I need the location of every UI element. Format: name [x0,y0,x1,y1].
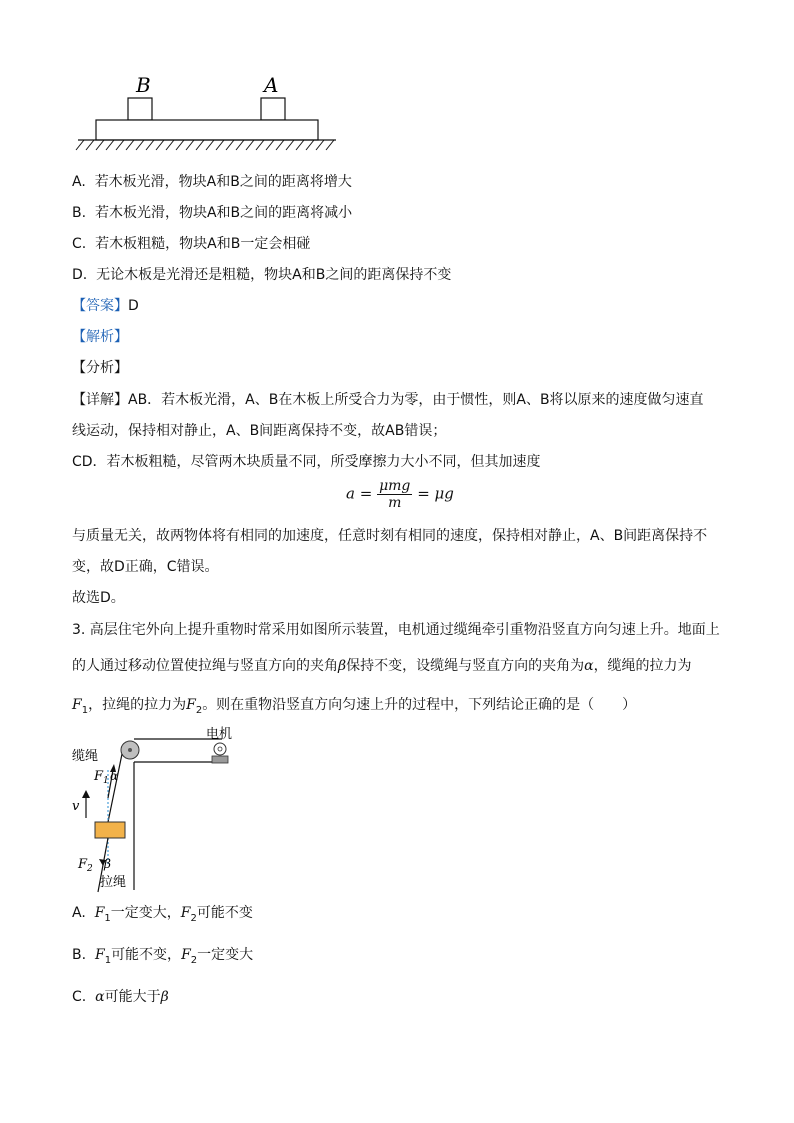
load-box [95,822,125,838]
q3-text: 。则在重物沿竖直方向匀速上升的过程中，下列结论正确的是（ ） [202,697,637,713]
q3-text: ，拉绳的拉力为 [88,697,187,713]
rope-label: 拉绳 [100,875,127,890]
alpha-symbol: α [95,989,105,1005]
f1-symbol: F [94,905,105,921]
formula-fraction [377,478,412,511]
f1-label: $F_1$ [94,769,109,786]
option-text: 若木板光滑，物块A和B之间的距离将减小 [94,205,353,221]
option-text: 一定变大， [110,905,181,921]
beta-symbol: β [338,658,347,674]
f1-symbol: F [72,697,82,713]
v-arrowhead [82,790,90,798]
option-text: 可能大于 [104,989,161,1005]
pulley-hub [128,748,132,752]
beta-symbol: β [160,989,169,1005]
figure-pulley-lift [72,726,242,894]
option-letter: A. [72,174,86,190]
jiexi-tag: 【解析】 [72,329,128,345]
option-text: 无论木板是光滑还是粗糙，物块A和B之间的距离保持不变 [96,267,452,283]
block-a [261,98,285,120]
detail-conclusion: 故选D。 [72,590,125,606]
option-text: 若木板粗糙，物块A和B一定会相碰 [95,236,311,252]
motor-hub [218,747,222,751]
board [96,120,318,140]
formula-rhs: = μg [417,484,454,503]
option-a [72,172,352,192]
detail-line-2: 线运动，保持相对静止，A、B间距离保持不变，故AB错误； [72,423,447,439]
f1-subscript: 1 [81,704,89,716]
f2-symbol: F [181,947,191,963]
option-letter: B. [72,205,87,221]
answer-value: D [128,298,139,314]
ground-hatching [76,140,334,150]
option-text: 一定变大 [197,947,254,963]
option-text: 若木板光滑，物块A和B之间的距离将增大 [94,174,352,190]
option-letter: D. [72,267,88,283]
option-b [72,203,352,223]
detail-line-5: 变，故D正确，C错误。 [72,559,219,575]
motor-base [212,756,228,763]
acceleration-formula [346,478,454,511]
cable-label: 缆绳 [72,749,99,764]
label-a: A [264,73,279,97]
motor-label: 电机 [206,727,233,742]
formula-numerator: μmg [379,478,411,494]
option-letter: C. [72,989,87,1005]
alpha-symbol: α [584,658,594,674]
option-letter: C. [72,236,87,252]
q3-option-b [72,945,253,971]
option-letter: A. [72,905,86,921]
detail-line-1 [72,390,704,410]
q3-text: 保持不变，设缆绳与竖直方向的夹角为 [346,658,585,674]
beta-label: β [104,857,111,871]
option-d [72,265,451,285]
q3-option-c [72,987,169,1007]
formula-denominator: m [388,495,402,511]
detail-tag: 【详解】 [72,392,128,408]
option-text: 可能不变 [196,905,253,921]
answer-line [72,296,139,316]
f2-subscript: 2 [195,704,203,716]
block-b [128,98,152,120]
figure-blocks-on-board [70,68,340,158]
detail-line-4: 与质量无关，故两物体将有相同的加速度，任意时刻有相同的速度，保持相对静止，A、B间距离保持不 [72,528,708,544]
f1-symbol: F [94,947,105,963]
q3-line-1: 3. 高层住宅外向上提升重物时常采用如图所示装置，电机通过缆绳牵引重物沿竖直方向匀速上升。地面上 [72,622,720,638]
f1-subscript: 1 [104,912,111,924]
f1-subscript: 1 [104,954,112,966]
label-b: B [136,73,151,97]
alpha-label: α [110,769,119,783]
option-c [72,234,310,254]
q3-option-a [72,903,253,929]
option-text: 可能不变， [111,947,182,963]
fenxi-tag: 【分析】 [72,360,128,376]
v-label: v [72,799,80,814]
q3-text: ，缆绳的拉力为 [593,658,692,674]
q3-text: 的人通过移动位置使拉绳与竖直方向的夹角 [72,658,338,674]
answer-tag: 【答案】 [72,298,128,314]
option-letter: B. [72,947,87,963]
detail-line-3: CD．若木板粗糙，尽管两木块质量不同，所受摩擦力大小不同，但其加速度 [72,454,541,470]
q3-line-3 [72,695,636,721]
f2-symbol: F [186,697,196,713]
f2-subscript: 2 [190,954,198,966]
q3-line-2 [72,656,692,676]
detail-text-1: AB．若木板光滑，A、B在木板上所受合力为零，由于惯性，则A、B将以原来的速度做匀速直 [128,392,704,408]
f2-label: $F_2$ [78,857,93,874]
f2-symbol: F [180,905,191,921]
formula-lhs: a = [346,484,373,503]
f2-subscript: 2 [190,912,197,924]
